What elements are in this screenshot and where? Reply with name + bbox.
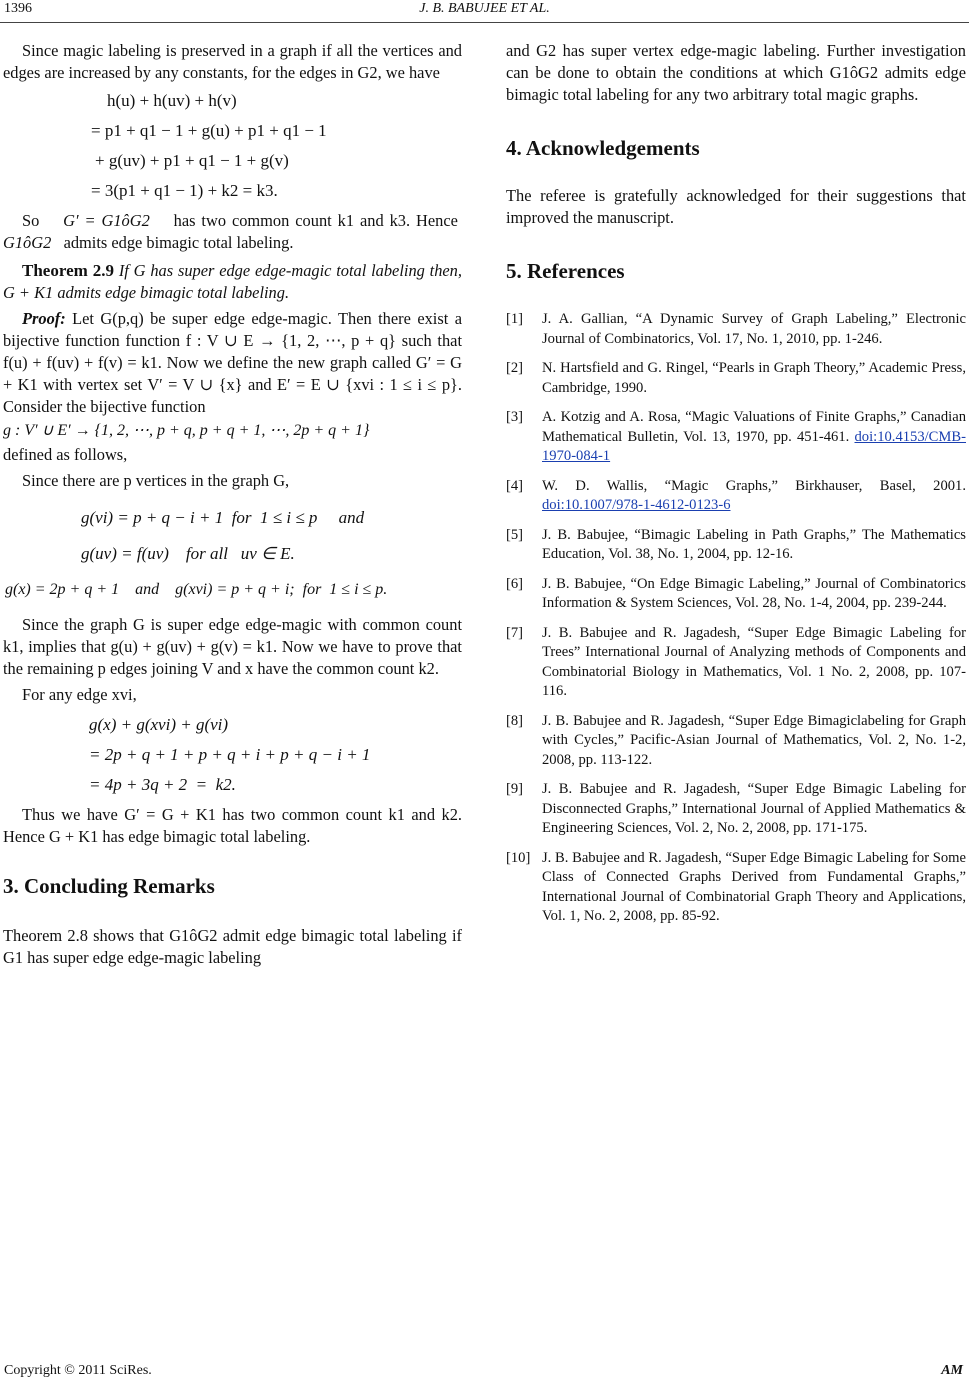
- proof: [3, 308, 462, 418]
- doi-link[interactable]: doi:10.4153/CMB-1970-084-1: [542, 428, 966, 464]
- reference-item: [506, 359, 966, 398]
- section-heading: 3. Concluding Remarks: [3, 874, 215, 898]
- reference-number: [3]: [506, 409, 524, 425]
- theorem-label: Theorem 2.9: [22, 261, 115, 280]
- reference-text: J. B. Babujee and R. Jagadesh, “Super Edge Bimagic Labeling for Disconnected Graphs,” International Journal of Applied Mathematics & Engineering Sciences, Vol. 2, No. 2, 2008, pp. 171-175.: [542, 781, 966, 836]
- paragraph: For any edge xvi,: [22, 685, 137, 704]
- reference-text: N. Hartsfield and G. Ringel, “Pearls in Graph Theory,” Academic Press, Cambridge, 1990.: [542, 360, 966, 396]
- reference-number: [9]: [506, 781, 524, 797]
- bijection-equation: g : V′ ∪ E′ → {1, 2, ⋯, p + q, p + q + 1, ⋯, 2p + q + 1}: [3, 422, 370, 439]
- reference-text: J. B. Babujee, “On Edge Bimagic Labeling,” Journal of Combinatorics Information & System Sciences, Vol. 28, No. 1-4, 2004, pp. 239-244.: [542, 575, 966, 611]
- text-span: has two common count k1 and k3. Hence: [173, 211, 458, 230]
- reference-text: J. B. Babujee and R. Jagadesh, “Super Edge Bimagic Labeling for Trees” International Journal of Analyzing methods of Components and Combinatorial Biology in Mathematics, Vol. 1 No. 2, 2008, pp. 107-116.: [542, 624, 966, 699]
- reference-number: [2]: [506, 360, 524, 376]
- reference-item: [506, 712, 966, 771]
- paragraph: defined as follows,: [3, 445, 128, 464]
- equation-line: = p1 + q1 − 1 + g(u) + p1 + q1 − 1: [91, 121, 327, 140]
- reference-number: [1]: [506, 311, 524, 327]
- reference-item: [506, 526, 966, 565]
- section-heading: 4. Acknowledgements: [506, 136, 700, 160]
- reference-text: W. D. Wallis, “Magic Graphs,” Birkhauser, Basel, 2001.: [542, 477, 966, 494]
- equation-line: g(vi) = p + q − i + 1 for 1 ≤ i ≤ p and: [81, 508, 365, 527]
- left-column: [3, 40, 462, 969]
- proof-label: Proof:: [22, 309, 66, 328]
- section-heading: 5. References: [506, 259, 625, 283]
- reference-text: J. B. Babujee and R. Jagadesh, “Super Edge Bimagiclabeling for Graph with Cycles,” Pacific-Asian Journal of Mathematics, Vol. 2, No. 1-2, 2008, pp. 113-122.: [542, 712, 966, 768]
- doi-link[interactable]: doi:10.1007/978-1-4612-0123-6: [542, 497, 731, 513]
- reference-number: [4]: [506, 477, 524, 494]
- equation-line: = 3(p1 + q1 − 1) + k2 = k3.: [91, 181, 278, 200]
- reference-text: J. B. Babujee and R. Jagadesh, “Super Edge Bimagic Labeling for Some Class of Connected Graphs Derived from Fundamental Graphs,” International Journal of Combinatorial Graph Theory and Applications, Vol. 1, No. 2, 2008, pp. 85-92.: [542, 849, 966, 924]
- footer-journal: AM: [941, 1363, 963, 1378]
- equation-line: g(x) + g(xvi) + g(vi): [89, 715, 229, 734]
- paragraph: and G2 has super vertex edge-magic labeling. Further investigation can be done to obtain the conditions at which G1ôG2 admits edge bimagic total labeling for any two arbitrary total magic graphs.: [506, 41, 966, 104]
- reference-number: [8]: [506, 712, 524, 729]
- paragraph: Thus we have G′ = G + K1 has two common count k1 and k2. Hence G + K1 has edge bimagic total labeling.: [3, 805, 462, 846]
- footer-copyright: Copyright © 2011 SciRes.: [4, 1363, 152, 1378]
- reference-list: [506, 310, 966, 927]
- text-span: So: [22, 211, 40, 230]
- equation-block-1: [91, 86, 462, 206]
- math-inline: G1ôG2: [3, 233, 52, 252]
- math-inline: G′ = G1ôG2: [63, 211, 150, 230]
- page-number: 1396: [4, 1, 32, 16]
- theorem: [3, 260, 462, 304]
- equation-line: + g(uv) + p1 + q1 − 1 + g(v): [95, 151, 289, 170]
- paragraph: Since the graph G is super edge edge-magic with common count k1, implies that g(u) + g(uv) + g(v) = k1. Now we have to prove that the remaining p edges joining V and x have the common count k2.: [3, 615, 462, 678]
- reference-number: [7]: [506, 624, 524, 641]
- equation-block-3: [89, 710, 462, 800]
- reference-text: J. A. Gallian, “A Dynamic Survey of Graph Labeling,” Electronic Journal of Combinatorics, Vol. 17, No. 1, 2010, pp. 1-246.: [542, 311, 966, 347]
- reference-text: A. Kotzig and A. Rosa, “Magic Valuations of Finite Graphs,” Canadian Mathematical Bulletin, Vol. 13, 1970, pp. 451-461.: [542, 409, 966, 445]
- paragraph: Since magic labeling is preserved in a graph if all the vertices and edges are increased by any constants, for the edges in G2, we have: [3, 41, 462, 82]
- right-column: [506, 40, 966, 937]
- reference-number: [6]: [506, 575, 524, 592]
- paragraph: Theorem 2.8 shows that G1ôG2 admit edge bimagic total labeling if G1 has super edge edge-magic labeling: [3, 926, 462, 967]
- equation-line: g(x) = 2p + q + 1 and g(xvi) = p + q + i; for 1 ≤ i ≤ p.: [5, 581, 388, 598]
- reference-text: J. B. Babujee, “Bimagic Labeling in Path Graphs,” The Mathematics Education, Vol. 38, No. 1, 2004, pp. 12-16.: [542, 526, 966, 562]
- reference-item: [506, 310, 966, 349]
- running-title: J. B. BABUJEE ET AL.: [419, 1, 550, 16]
- proof-text: Let G(p,q) be super edge edge-magic. Then there exist a bijective function function f : V ∪ E → {1, 2, ⋯, p + q} such that f(u) + f(uv) + f(v) = k1. Now we define the new graph called G′ = G + K1 with vertex set V′ = V ∪ {x} and E′ = E ∪ {xvi : 1 ≤ i ≤ p}. Consider the bijective function: [3, 309, 462, 416]
- equation-line: = 4p + 3q + 2 = k2.: [89, 775, 236, 794]
- equation-line: = 2p + q + 1 + p + q + i + p + q − i + 1: [89, 745, 371, 764]
- reference-item: [506, 477, 966, 516]
- paragraph: The referee is gratefully acknowledged for their suggestions that improved the manuscript.: [506, 186, 966, 227]
- reference-item: [506, 575, 966, 614]
- paragraph: Since there are p vertices in the graph G,: [22, 471, 290, 490]
- reference-item: [506, 408, 966, 467]
- equation-line: g(uv) = f(uv) for all uv ∈ E.: [81, 544, 295, 563]
- header-rule: [0, 22, 969, 23]
- reference-item: [506, 849, 966, 927]
- paragraph: [3, 210, 462, 254]
- text-span: admits edge bimagic total labeling.: [63, 233, 294, 252]
- reference-item: [506, 624, 966, 702]
- equation-line: h(u) + h(uv) + h(v): [107, 91, 237, 110]
- reference-number: [5]: [506, 526, 524, 543]
- equation-block-2: [3, 500, 462, 608]
- theorem-text: If G has super edge edge-magic total labeling then, G + K1 admits edge bimagic total labeling.: [3, 261, 462, 302]
- reference-number: [10]: [506, 849, 531, 866]
- reference-item: [506, 780, 966, 839]
